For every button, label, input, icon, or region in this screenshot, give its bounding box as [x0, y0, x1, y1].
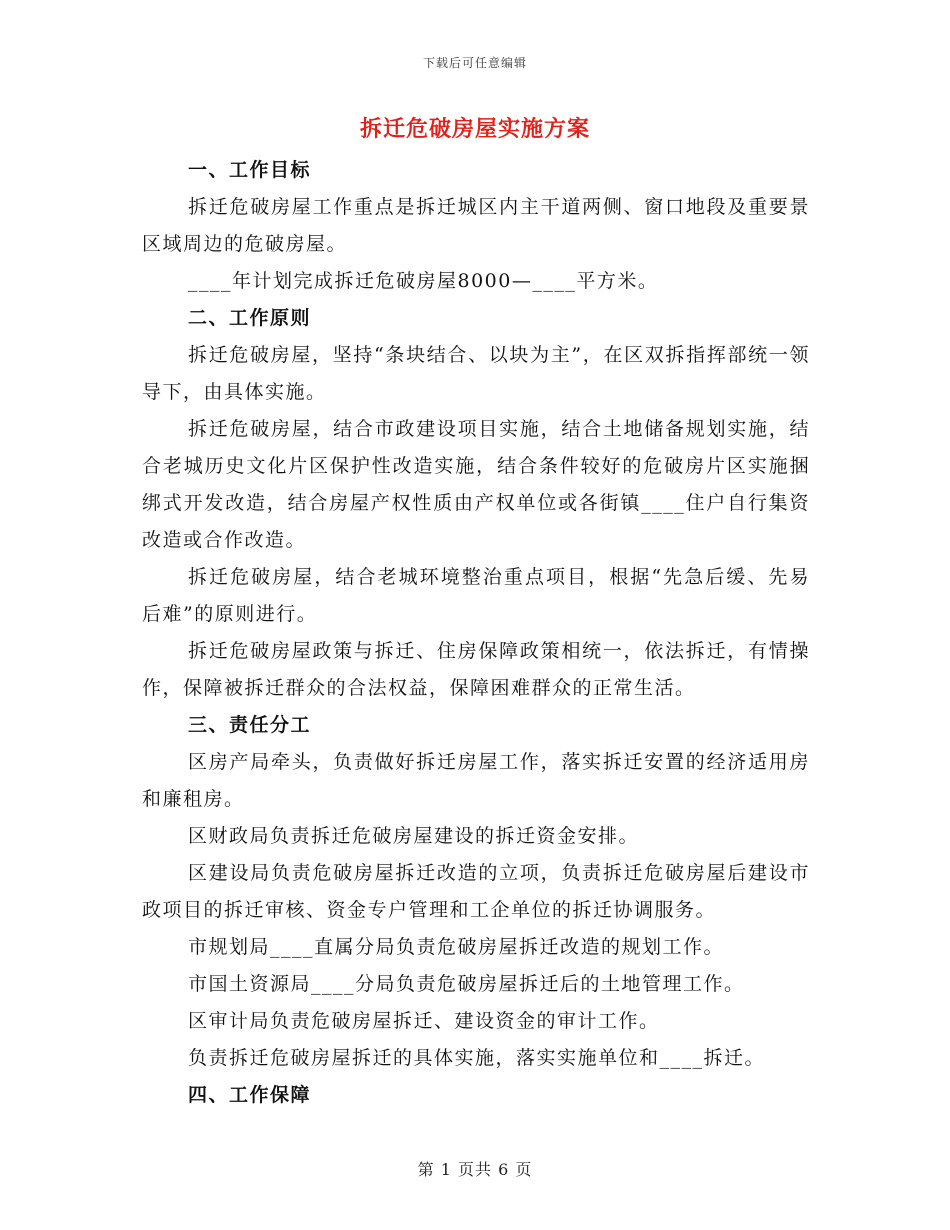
paragraph: ____年计划完成拆迁危破房屋8000—____平方米。 [188, 270, 659, 292]
paragraph: 负责拆迁危破房屋拆迁的具体实施，落实实施单位和____拆迁。 [188, 1047, 766, 1069]
section-heading: 一、工作目标 [188, 159, 312, 181]
paragraph: 拆迁危破房屋工作重点是拆迁城区内主干道两侧、窗口地段及重要景区域周边的危破房屋。 [142, 196, 810, 255]
header-note: 下载后可任意编辑 [422, 56, 527, 70]
paragraph: 拆迁危破房屋政策与拆迁、住房保障政策相统一，依法拆迁，有情操作，保障被拆迁群众的合法权益，保障困难群众的正常生活。 [142, 640, 810, 699]
paragraph: 拆迁危破房屋，结合市政建设项目实施，结合土地储备规划实施，结合老城历史文化片区保护性改造实施，结合条件较好的危破房片区实施捆绑式开发改造，结合房屋产权性质由产权单位或各街镇____住户自行集资改造或合作改造。 [142, 418, 810, 551]
section-heading: 二、工作原则 [188, 307, 312, 329]
paragraph: 拆迁危破房屋，结合老城环境整治重点项目，根据“先急后缓、先易后难”的原则进行。 [142, 566, 810, 625]
section-heading: 三、责任分工 [188, 714, 312, 736]
paragraph: 区房产局牵头，负责做好拆迁房屋工作，落实拆迁安置的经济适用房和廉租房。 [142, 751, 810, 810]
paragraph: 区审计局负责危破房屋拆迁、建设资金的审计工作。 [188, 1010, 660, 1032]
paragraph: 拆迁危破房屋，坚持“条块结合、以块为主”，在区双拆指挥部统一领导下，由具体实施。 [142, 344, 810, 403]
paragraph: 区建设局负责危破房屋拆迁改造的立项，负责拆迁危破房屋后建设市政项目的拆迁审核、资金专户管理和工企单位的拆迁协调服务。 [142, 862, 810, 921]
paragraph: 区财政局负责拆迁危破房屋建设的拆迁资金安排。 [188, 825, 640, 847]
page-footer: 第 1 页共 6 页 [417, 1160, 533, 1179]
document-body [142, 152, 810, 1114]
paragraph: 市规划局____直属分局负责危破房屋拆迁改造的规划工作。 [188, 936, 725, 958]
section-heading: 四、工作保障 [188, 1084, 312, 1106]
document-title: 拆迁危破房屋实施方案 [359, 116, 590, 142]
paragraph: 市国土资源局____分局负责危破房屋拆迁后的土地管理工作。 [188, 973, 745, 995]
